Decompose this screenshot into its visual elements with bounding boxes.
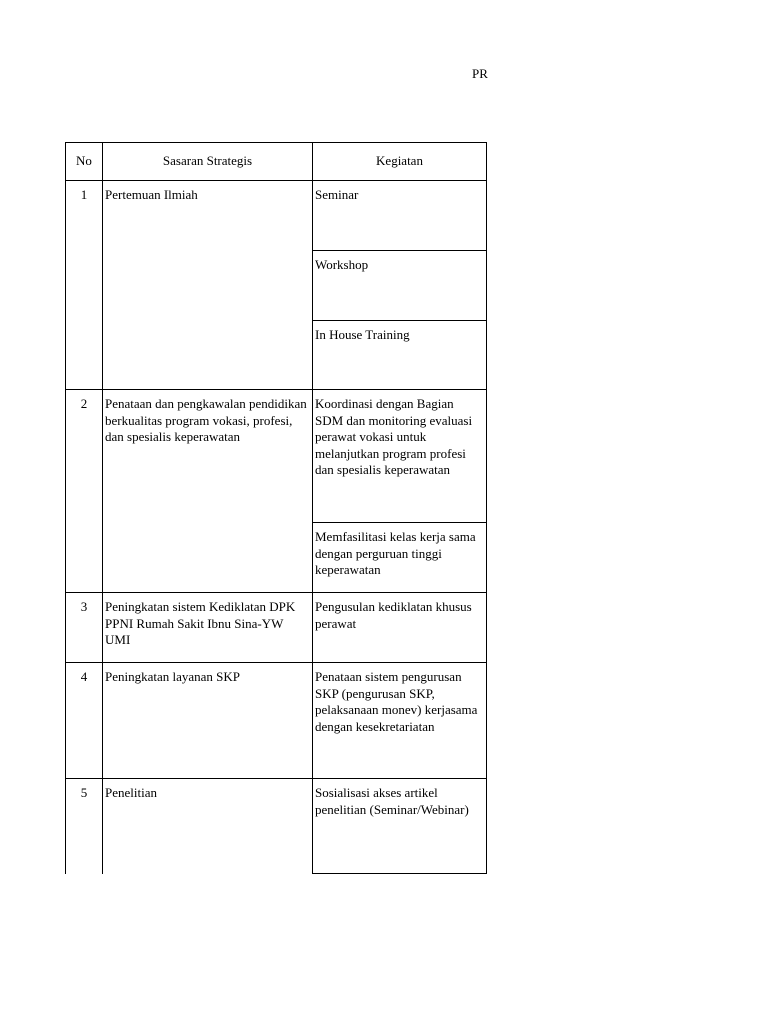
sasaran-cell: Peningkatan sistem Kediklatan DPK PPNI Rumah Sakit Ibnu Sina-YW UMI bbox=[103, 593, 313, 663]
kegiatan-cell: Seminar bbox=[313, 181, 487, 251]
sasaran-cell: Penataan dan pengkawalan pendidikan berkualitas program vokasi, profesi, dan spesialis keperawatan bbox=[103, 390, 313, 593]
table-row bbox=[66, 390, 487, 523]
column-header-no: No bbox=[66, 143, 103, 181]
row-number: 3 bbox=[66, 593, 103, 663]
row-number: 5 bbox=[66, 779, 103, 874]
row-number: 2 bbox=[66, 390, 103, 593]
kegiatan-cell: In House Training bbox=[313, 321, 487, 390]
table-row bbox=[66, 593, 487, 663]
sasaran-cell: Peningkatan layanan SKP bbox=[103, 663, 313, 779]
kegiatan-cell: Memfasilitasi kelas kerja sama dengan perguruan tinggi keperawatan bbox=[313, 523, 487, 593]
table-header-row bbox=[66, 143, 487, 181]
row-number: 4 bbox=[66, 663, 103, 779]
program-table bbox=[65, 142, 487, 874]
column-header-kegiatan: Kegiatan bbox=[313, 143, 487, 181]
table-row bbox=[66, 779, 487, 874]
table-row bbox=[66, 663, 487, 779]
kegiatan-cell: Koordinasi dengan Bagian SDM dan monitoring evaluasi perawat vokasi untuk melanjutkan program profesi dan spesialis keperawatan bbox=[313, 390, 487, 523]
kegiatan-cell: Workshop bbox=[313, 251, 487, 321]
kegiatan-cell: Pengusulan kediklatan khusus perawat bbox=[313, 593, 487, 663]
program-table-container bbox=[65, 142, 485, 872]
table-row bbox=[66, 181, 487, 251]
sasaran-cell: Penelitian bbox=[103, 779, 313, 874]
row-number: 1 bbox=[66, 181, 103, 390]
sasaran-cell: Pertemuan Ilmiah bbox=[103, 181, 313, 390]
kegiatan-cell: Sosialisasi akses artikel penelitian (Seminar/Webinar) bbox=[313, 779, 487, 874]
column-header-sasaran: Sasaran Strategis bbox=[103, 143, 313, 181]
kegiatan-cell: Penataan sistem pengurusan SKP (pengurusan SKP, pelaksanaan monev) kerjasama dengan kesekretariatan bbox=[313, 663, 487, 779]
page-header-fragment: PR bbox=[472, 66, 488, 81]
